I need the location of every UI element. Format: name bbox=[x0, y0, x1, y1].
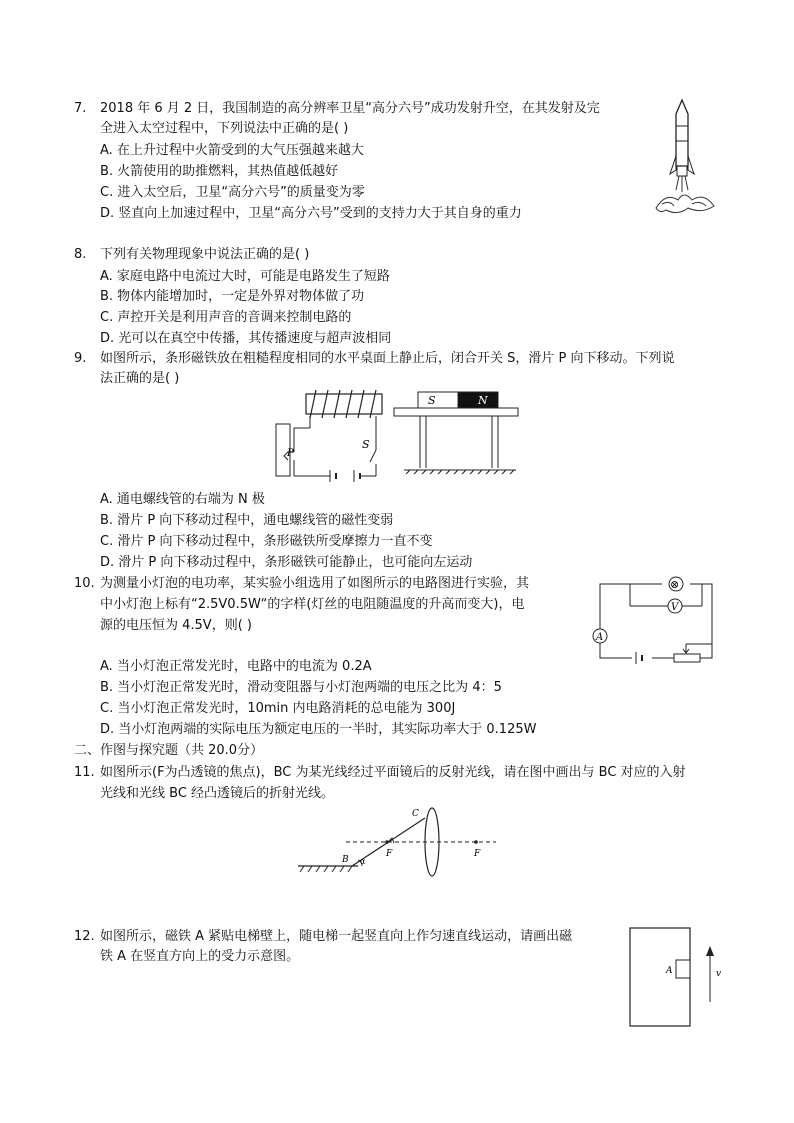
q10-option-c: C. 当小灯泡正常发光时，10min 内电路消耗的总电能为 300J bbox=[100, 701, 456, 716]
lamp-symbol: ⊗ bbox=[670, 578, 680, 591]
q7-option-a: A. 在上升过程中火箭受到的大气压强越来越大 bbox=[100, 143, 364, 158]
angle-label: α bbox=[360, 857, 366, 866]
q9-option-d: D. 滑片 P 向下移动过程中，条形磁铁可能静止，也可能向左运动 bbox=[100, 555, 473, 570]
q10-option-b: B. 当小灯泡正常发光时，滑动变阻器与小灯泡两端的电压之比为 4：5 bbox=[100, 680, 502, 695]
q12-stem-line2: 铁 A 在竖直方向上的受力示意图。 bbox=[100, 949, 300, 964]
q12-number: 12. bbox=[74, 929, 95, 944]
lens-mirror-figure bbox=[296, 804, 506, 880]
q11-stem-line1: 如图所示(F为凸透镜的焦点)，BC 为某光线经过平面镜后的反射光线，请在图中画出与 BC 对应的入射 bbox=[100, 765, 686, 780]
q10-option-a: A. 当小灯泡正常发光时，电路中的电流为 0.2A bbox=[100, 659, 372, 674]
q9-number: 9. bbox=[74, 351, 87, 366]
magnet-s-label: S bbox=[428, 394, 436, 407]
q8-option-b: B. 物体内能增加时，一定是外界对物体做了功 bbox=[100, 289, 365, 304]
q10-number: 10. bbox=[74, 576, 95, 591]
velocity-label: v bbox=[716, 969, 722, 979]
q7-option-d: D. 竖直向上加速过程中，卫星“高分六号”受到的支持力大于其自身的重力 bbox=[100, 206, 522, 221]
q7-option-c: C. 进入太空后，卫星“高分六号”的质量变为零 bbox=[100, 185, 365, 200]
q9-stem-line1: 如图所示，条形磁铁放在粗糙程度相同的水平桌面上静止后，闭合开关 S，滑片 P 向下移动。下列说 bbox=[100, 351, 675, 366]
q8-option-a: A. 家庭电路中电流过大时，可能是电路发生了短路 bbox=[100, 269, 390, 284]
q9-stem-line2: 法正确的是( ) bbox=[100, 371, 180, 386]
q7-stem-line1: 2018 年 6 月 2 日，我国制造的高分辨率卫星“高分六号”成功发射升空，在其发射及完 bbox=[100, 101, 600, 116]
q11-stem-line2: 光线和光线 BC 经凸透镜后的折射光线。 bbox=[100, 786, 335, 801]
magnet-a-label: A bbox=[666, 966, 673, 976]
focal-left-label: F bbox=[386, 849, 393, 859]
voltmeter-label: V bbox=[671, 602, 679, 613]
q8-option-c: C. 声控开关是利用声音的音调来控制电路的 bbox=[100, 310, 352, 325]
switch-label: S bbox=[362, 438, 370, 451]
point-b-label: B bbox=[342, 855, 349, 865]
q12-stem-line1: 如图所示，磁铁 A 紧贴电梯壁上，随电梯一起竖直向上作匀速直线运动，请画出磁 bbox=[100, 929, 573, 944]
q7-number: 7. bbox=[74, 101, 87, 116]
q7-option-b: B. 火箭使用的助推燃料，其热值越低越好 bbox=[100, 164, 339, 179]
magnet-n-label: N bbox=[478, 394, 488, 407]
ammeter-label: A bbox=[596, 632, 604, 643]
q10-stem-line2: 中小灯泡上标有“2.5V0.5W“的字样(灯丝的电阻随温度的升高而变大)，电 bbox=[100, 597, 525, 612]
q9-option-a: A. 通电螺线管的右端为 N 极 bbox=[100, 492, 265, 507]
solenoid-magnet-figure bbox=[270, 388, 520, 484]
q10-option-d: D. 当小灯泡两端的实际电压为额定电压的一半时，其实际功率大于 0.125W bbox=[100, 722, 537, 737]
lamp-circuit-figure bbox=[590, 572, 720, 668]
section-heading: 二、作图与探究题（共 20.0分） bbox=[74, 743, 264, 758]
q8-stem-line1: 下列有关物理现象中说法正确的是( ) bbox=[100, 247, 310, 262]
q10-stem-line1: 为测量小灯泡的电功率，某实验小组选用了如图所示的电路图进行实验，其 bbox=[100, 576, 530, 591]
rocket-figure bbox=[652, 96, 718, 220]
q10-stem-line3: 源的电压恒为 4.5V，则( ) bbox=[100, 618, 252, 633]
q8-number: 8. bbox=[74, 247, 87, 262]
elevator-figure bbox=[626, 926, 726, 1030]
q9-option-c: C. 滑片 P 向下移动过程中，条形磁铁所受摩擦力一直不变 bbox=[100, 534, 433, 549]
q7-stem-line2: 全进入太空过程中，下列说法中正确的是( ) bbox=[100, 121, 349, 136]
slider-label: P bbox=[287, 448, 294, 459]
q9-option-b: B. 滑片 P 向下移动过程中，通电螺线管的磁性变弱 bbox=[100, 513, 394, 528]
point-c-label: C bbox=[412, 809, 419, 819]
q11-number: 11. bbox=[74, 765, 95, 780]
q8-option-d: D. 光可以在真空中传播，其传播速度与超声波相同 bbox=[100, 331, 392, 346]
focal-right-label: F bbox=[474, 849, 481, 859]
